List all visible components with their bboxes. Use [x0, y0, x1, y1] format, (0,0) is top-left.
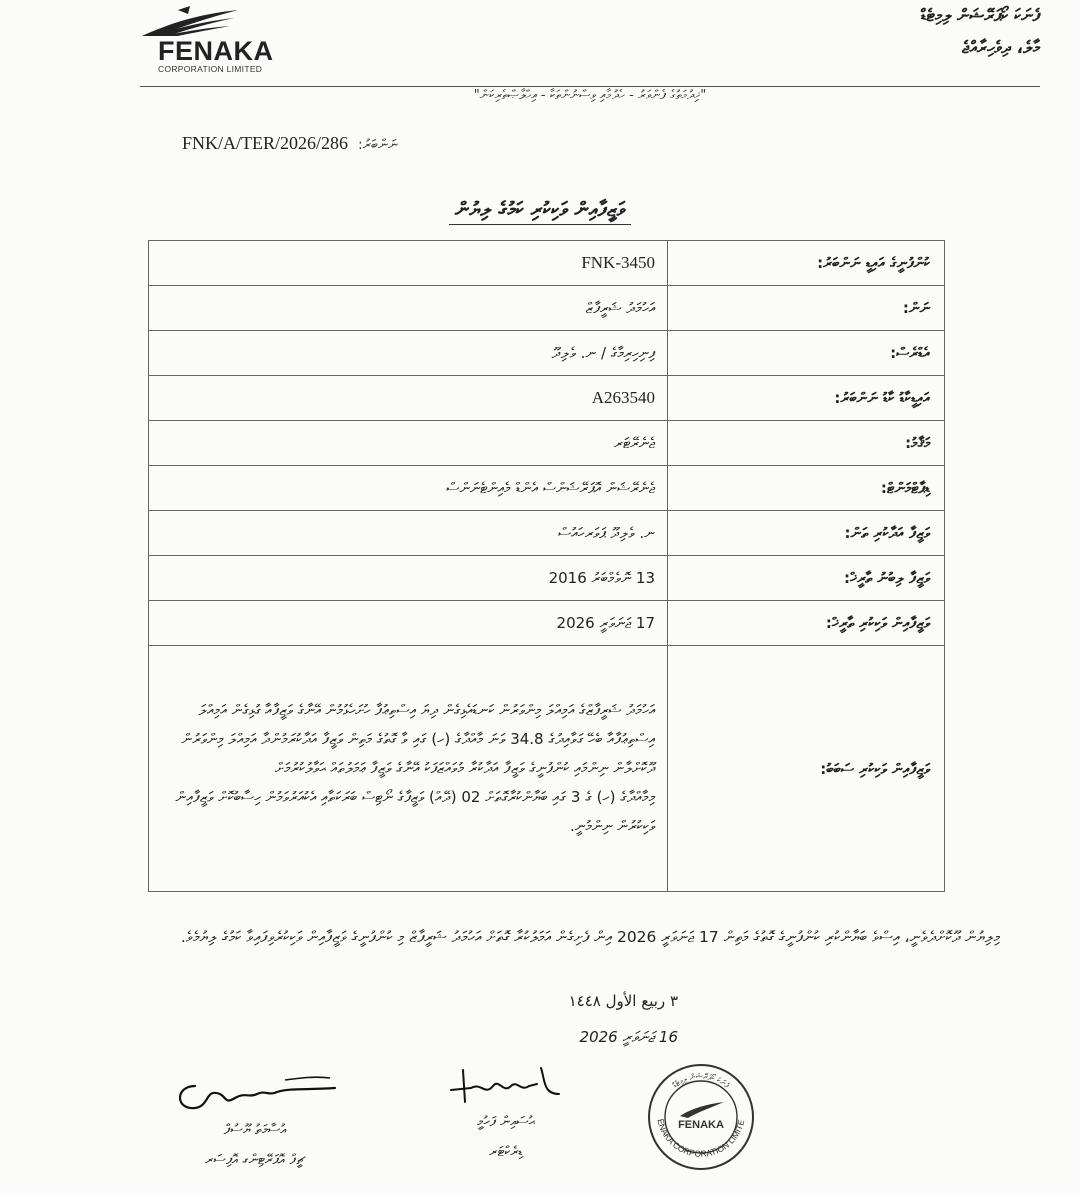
- signature-1-image: [165, 1068, 345, 1118]
- document-title: [0, 197, 1080, 221]
- employee-name: އަހުމަދު ޝަރީފާޒް: [149, 286, 668, 331]
- table-row: [149, 466, 945, 511]
- field-label: އެޑްރެސް:: [668, 331, 945, 376]
- table-row: [149, 376, 945, 421]
- table-row: [149, 601, 945, 646]
- reference-number: [182, 133, 398, 154]
- field-label: ވަޒީފާއިން ވަކިކުރި ތާރީޚް:: [668, 601, 945, 646]
- bird-wing-icon: [138, 6, 248, 40]
- termination-date: 17 ޖަނަވަރީ 2026: [149, 601, 668, 646]
- fenaka-logo: [138, 6, 288, 76]
- table-row: [149, 331, 945, 376]
- table-row: [149, 556, 945, 601]
- employee-address: ފިނިހިރިމާގެ / ނ. ވެލިދޫ: [149, 331, 668, 376]
- seal-top-textpath: ފެނަކަ ކޯޕަރޭޝަން ލިމިޓެޑް: [670, 1071, 732, 1090]
- logo-wordmark: FENAKA: [158, 36, 274, 66]
- logo-subtitle: CORPORATION LIMITED: [158, 64, 263, 74]
- signatory-2-title: ޑިރެކްޓަރ: [489, 1144, 523, 1160]
- table-row: [149, 241, 945, 286]
- table-row: [149, 286, 945, 331]
- table-row: [149, 511, 945, 556]
- termination-reason: [149, 646, 668, 892]
- field-label: ވަޒީފާ ލިބުނު ތާރީޚް:: [668, 556, 945, 601]
- field-label: ނަން:: [668, 286, 945, 331]
- org-motto: "ޚިދުމަތުގެ ފެންވަރު - ހެދުމާއި ވިސްނުންތަކާ - އިހްލާޞްތެރިކަން": [473, 88, 707, 103]
- closing-note: މިލިޔުން ދޫކޮށްދެވެނީ، އިސްވެ ބަޔާންކުރި ކުންފުނީގެ ގޮތުގެ މަތިން 17 ޖަނަވަރީ 2026 އިން ފެށިގެން އަމަލުކުރާ ގޮތަށް އަހުމަދު ޝަރީފާޒް މި ކުންފުނީގެ ވަޒީފާއިން ވަކިކުރެވިފައިވާ ކަމުގެ ލިޔުމެވެ.: [180, 928, 1000, 946]
- seal-center-text: FENAKA: [678, 1119, 724, 1131]
- signatory-1-title: ޗީފް އޮޕަރޭޓިންގ އޮފިސަރ: [205, 1152, 305, 1168]
- issue-date-hijri: ٣ ربيع الأول ١٤٤٨: [568, 992, 678, 1010]
- field-label: ވަޒީފާ އަދާކުރި ތަން:: [668, 511, 945, 556]
- reason-paragraph-2: މިމާއްދާގެ (ހ) ގެ 3 ގައި ބަޔާންކުރާގޮތަށް 02 (ދޭއް) ވަޒީފާގެ ނޯޓިސް ބަރަކަތާއި އެކުއަރުވަމުން ހިސާބުކޮށް ވަޒީފާއިން ވަކިކުރުން ނިންމުނީ.: [175, 788, 655, 835]
- seal-stamp-icon: [646, 1062, 756, 1172]
- employee-position: ޖެނެރޭޓަރ: [149, 421, 668, 466]
- field-label: ވަޒީފާއިން ވަކިކުރި ސަބަބު:: [668, 646, 945, 892]
- employee-info-table: [148, 240, 945, 892]
- field-label: މަޤާމު:: [668, 421, 945, 466]
- reason-paragraph: އަހުމަދު ޝަރީފާޒްގެ އަމިއްލަ މިންވަރުން ކަނޑައެޅިގެން ދިޔަ އިސްތިޢުފާ ހުށަހެޅުމުން އޭނާގެ ވަޒީފާއާ ގުޅިގެން އަމިއްލަ އިސްތިޢުފާއާ ބެހޭ ގަވާއިދުގެ 34.8 ވަނަ މާއްދާގެ (ހ) ގައި ވާ ގޮތުގެ މަތިން ވަޒީފާ އަދާކުރަމުންދާ އަމިއްލަ މިންވަރުން ދޫކޮށްލާން ނިންމައި ކުންފުނީގެ ވަޒީފާ އަދާކުރާ މުވައްޒަފަކު އޭނާގެ ވަޒީފާ ޢަމަލުތައް ޙަވާލުކުރުމަށް: [181, 701, 655, 777]
- reference-value: FNK/A/TER/2026/286: [182, 133, 349, 153]
- field-label: ކުންފުނީގެ އައިޑީ ނަންބަރު:: [668, 241, 945, 286]
- signatory-1-name: އުސާމަތު ޔޫސުފް: [223, 1122, 287, 1138]
- reference-label: ނަންބަރު:: [358, 137, 398, 153]
- org-city: މާލެ، ދިވެހިރާއްޖެ: [961, 38, 1040, 58]
- org-name: ފެނަކަ ކޯޕަރޭޝަން ލިމިޓެޑް: [920, 6, 1040, 26]
- employee-workplace: ނ. ވެލިދޫ ޕަވަރހައުސް: [149, 511, 668, 556]
- employee-department: ޖެނެރޭޝަން އޮޕަރޭޝަންސް އެންޑް މެއިންޓެނަންސް: [149, 466, 668, 511]
- document-title-text: ވަޒީފާއިން ވަކިކުރި ކަމުގެ ލިޔުން: [449, 197, 631, 225]
- field-value: [149, 241, 668, 286]
- table-row: [149, 646, 945, 892]
- employee-id: FNK-3450: [581, 253, 655, 272]
- field-value: [149, 376, 668, 421]
- seal-bottom-textpath: ENAKA CORPORATION LIMITE: [655, 1117, 747, 1159]
- signatory-2: [436, 1060, 576, 1160]
- company-seal: [646, 1062, 756, 1172]
- header-divider: [140, 86, 1040, 87]
- issue-date-gregorian: 16 ޖަނަވަރީ 2026: [579, 1028, 678, 1046]
- signature-2-image: [441, 1060, 571, 1110]
- employment-start-date: 13 ނޮވެމްބަރު 2016: [149, 556, 668, 601]
- id-card-number: A263540: [591, 388, 655, 407]
- table-row: [149, 421, 945, 466]
- field-label: ޑިޕާޓްމަންޓް:: [668, 466, 945, 511]
- signatory-2-name: ޙުސައިން ފަހުމީ: [477, 1114, 535, 1130]
- field-label: އައިޑީކާޑު ކާޑު ނަންބަރު:: [668, 376, 945, 421]
- signatory-1: [160, 1068, 350, 1168]
